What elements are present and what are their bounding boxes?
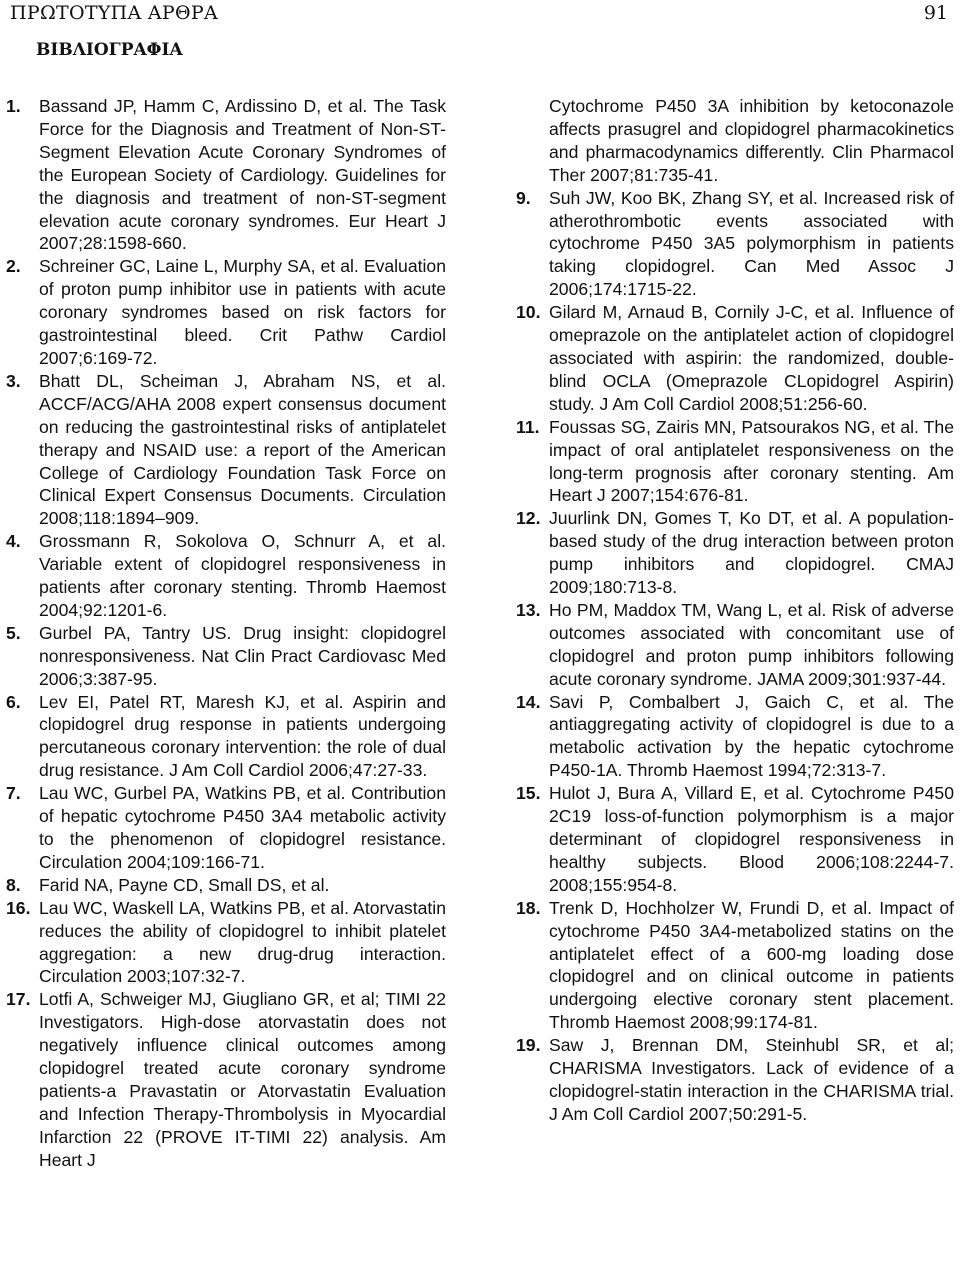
reference-text: Farid NA, Payne CD, Small DS, et al.: [39, 874, 330, 895]
reference-number: 9.: [516, 187, 531, 208]
reference-text: Gilard M, Arnaud B, Cornily J-C, et al. Influence of omeprazole on the antiplatelet action of clopidogrel associated with aspirin: the randomized, double-blind OCLA (Omeprazole CLopidogrel Aspirin) study. J Am Coll Cardiol 2008;51:256-60.: [549, 302, 954, 414]
reference-text: Saw J, Brennan DM, Steinhubl SR, et al; CHARISMA Investigators. Lack of evidence of a clopidogrel-statin interaction in the CHARISMA trial. J Am Coll Cardiol 2007;50:291-5.: [549, 1035, 954, 1124]
reference-item: [6, 782, 446, 874]
reference-number: 13.: [516, 599, 541, 620]
reference-number: 17.: [6, 989, 31, 1010]
reference-text: Lotfi A, Schweiger MJ, Giugliano GR, et al; TIMI 22 Investigators. High-dose atorvastatin does not negatively influence clinical outcomes among clopidogrel treated acute coronary syndrome patients-a Pravastatin or Atorvastatin Evaluation and Infection Therapy-Thrombolysis in Myocardial Infarction 22 (PROVE IT-TIMI 22) analysis. Am Heart J: [39, 989, 446, 1170]
right-column: [516, 95, 954, 1126]
reference-text: Bassand JP, Hamm C, Ardissino D, et al. The Task Force for the Diagnosis and Treatment of Non-ST-Segment Elevation Acute Coronary Syndromes of the European Society of Cardiology. Guidelines for the diagnosis and treatment of non-ST-segment elevation acute coronary syndromes. Eur Heart J 2007;28:1598-660.: [39, 96, 446, 254]
reference-item: [6, 897, 446, 989]
reference-continuation: [516, 95, 954, 187]
reference-item: [6, 622, 446, 691]
reference-text: Suh JW, Koo BK, Zhang SY, et al. Increased risk of atherothrombotic events associated with cytochrome P450 3A5 polymorphism in patients taking clopidogrel. Can Med Assoc J 2006;174:1715-22.: [549, 187, 954, 300]
reference-item: [516, 416, 954, 508]
running-header: ΠΡΩΤΟΤΥΠΑ ΑΡΘΡΑ: [10, 2, 218, 24]
reference-number: 10.: [516, 302, 541, 323]
reference-text: Foussas SG, Zairis MN, Patsourakos NG, et al. The impact of oral antiplatelet responsiveness on the long-term prognosis after coronary stenting. Am Heart J 2007;154:676-81.: [549, 416, 954, 506]
reference-text: Trenk D, Hochholzer W, Frundi D, et al. Impact of cytochrome P450 3A4-metabolized statins on the antiplatelet effect of a 600-mg loading dose clopidogrel and on clinical outcome in patients undergoing elective coronary stent placement. Thromb Haemost 2008;99:174-81.: [549, 897, 954, 1033]
reference-item: [516, 782, 954, 897]
reference-item: [516, 187, 954, 302]
reference-number: 18.: [516, 897, 541, 918]
reference-number: 3.: [6, 370, 21, 391]
reference-text: Grossmann R, Sokolova O, Schnurr A, et al. Variable extent of clopidogrel responsiveness in patients after coronary stenting. Thromb Haemost 2004;92:1201-6.: [39, 531, 446, 620]
reference-item: [516, 691, 954, 783]
references-title: ΒΙΒΛΙΟΓΡΑΦΙΑ: [36, 40, 183, 60]
reference-item: [6, 255, 446, 370]
reference-item: [6, 370, 446, 530]
reference-number: 16.: [6, 897, 31, 918]
reference-text: Savi P, Combalbert J, Gaich C, et al. The antiaggregating activity of clopidogrel is due to a metabolic activation by the hepatic cytochrome P450-1A. Thromb Haemost 1994;72:313-7.: [549, 691, 954, 781]
left-column: [6, 95, 446, 1172]
reference-number: 8.: [6, 874, 21, 895]
reference-number: 11.: [516, 416, 540, 437]
reference-number: 6.: [6, 691, 21, 712]
reference-item: [6, 691, 446, 783]
reference-text: Hulot J, Bura A, Villard E, et al. Cytochrome P450 2C19 loss-of-function polymorphism is a major determinant of clopidogrel responsiveness in healthy subjects. Blood 2006;108:2244-7. 2008;155:954-8.: [549, 783, 954, 895]
reference-text: Bhatt DL, Scheiman J, Abraham NS, et al. ACCF/ACG/AHA 2008 expert consensus document on reducing the gastrointestinal risks of antiplatelet therapy and NSAID use: a report of the American College of Cardiology Foundation Task Force on Clinical Expert Consensus Documents. Circulation 2008;118:1894–909.: [39, 370, 446, 529]
reference-text: Lau WC, Gurbel PA, Watkins PB, et al. Contribution of hepatic cytochrome P450 3A4 metabolic activity to the phenomenon of clopidogrel resistance. Circulation 2004;109:166-71.: [39, 783, 446, 872]
reference-number: 12.: [516, 508, 541, 529]
reference-item: [6, 988, 446, 1171]
reference-text: Juurlink DN, Gomes T, Ko DT, et al. A population-based study of the drug interaction between proton pump inhibitors and clopidogrel. CMAJ 2009;180:713-8.: [549, 508, 954, 598]
reference-item: [516, 599, 954, 691]
reference-number: 14.: [516, 691, 541, 712]
reference-text: Lau WC, Waskell LA, Watkins PB, et al. Atorvastatin reduces the ability of clopidogrel to inhibit platelet aggregation: a new drug-drug interaction. Circulation 2003;107:32-7.: [39, 897, 446, 987]
reference-number: 1.: [6, 96, 21, 116]
reference-text: Schreiner GC, Laine L, Murphy SA, et al. Evaluation of proton pump inhibitor use in patients with acute coronary syndromes based on risk factors for gastrointestinal bleed. Crit Pathw Cardiol 2007;6:169-72.: [39, 256, 446, 368]
reference-number: 4.: [6, 531, 21, 552]
reference-number: 15.: [516, 783, 541, 804]
reference-item: [6, 530, 446, 622]
reference-item: [516, 507, 954, 599]
reference-item: [516, 897, 954, 1034]
reference-item: [6, 95, 446, 255]
reference-text: Cytochrome P450 3A inhibition by ketoconazole affects prasugrel and clopidogrel pharmacokinetics and pharmacodynamics differently. Clin Pharmacol Ther 2007;81:735-41.: [549, 96, 954, 185]
reference-number: 19.: [516, 1035, 541, 1056]
reference-item: [516, 301, 954, 416]
reference-text: Gurbel PA, Tantry US. Drug insight: clopidogrel nonresponsiveness. Nat Clin Pract Cardiovasc Med 2006;3:387-95.: [39, 622, 446, 689]
page-number: 91: [923, 2, 948, 24]
reference-item: [516, 1034, 954, 1126]
reference-number: 7.: [6, 783, 21, 804]
reference-number: 5.: [6, 622, 21, 643]
reference-item: [6, 874, 446, 897]
reference-number: 2.: [6, 256, 21, 277]
reference-text: Lev EI, Patel RT, Maresh KJ, et al. Aspirin and clopidogrel drug response in patients undergoing percutaneous coronary intervention: the role of dual drug resistance. J Am Coll Cardiol 2006;47:27-33.: [39, 691, 446, 781]
reference-text: Ho PM, Maddox TM, Wang L, et al. Risk of adverse outcomes associated with concomitant use of clopidogrel and proton pump inhibitors following acute coronary syndrome. JAMA 2009;301:937-44.: [549, 599, 954, 689]
